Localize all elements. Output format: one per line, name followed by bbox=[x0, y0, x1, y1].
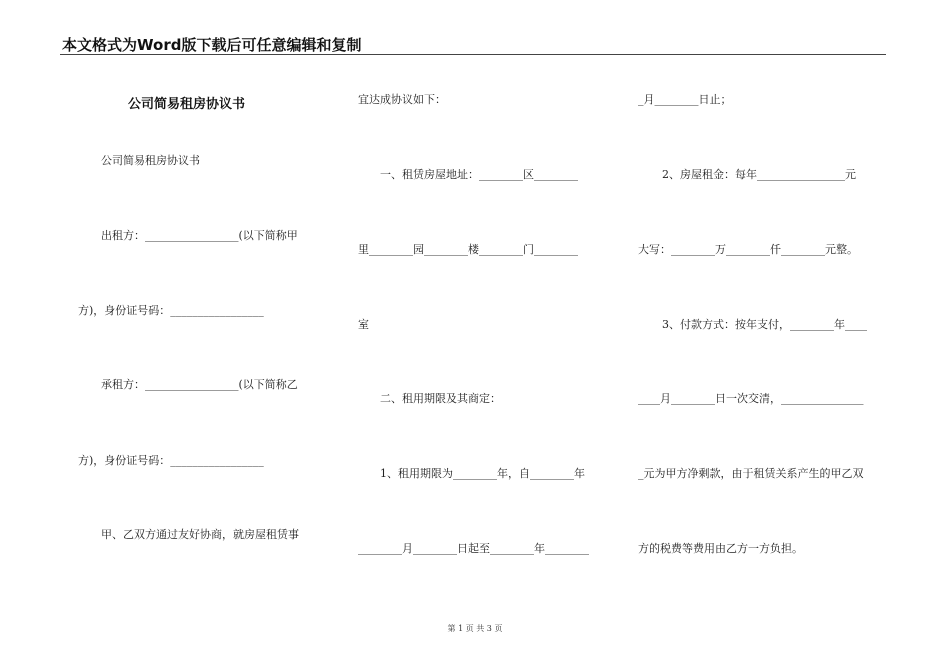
document-header-title: 本文格式为Word版下载后可任意编辑和复制 bbox=[62, 36, 362, 54]
middle-line-3: 里________园________楼________门________ bbox=[358, 243, 578, 256]
right-line-6: _元为甲方净剩款，由于租赁关系产生的甲乙双 bbox=[638, 467, 864, 480]
left-line-1: 公司简易租房协议书 bbox=[101, 154, 200, 167]
header-divider bbox=[60, 54, 886, 55]
left-line-2: 出租方：_________________(以下简称甲 bbox=[101, 229, 298, 242]
middle-line-4: 室 bbox=[358, 318, 369, 331]
right-line-7: 方的税费等费用由乙方一方负担。 bbox=[638, 542, 803, 555]
left-line-5: 方)，身份证号码：_________________ bbox=[78, 454, 264, 467]
right-line-4: 3、付款方式：按年支付，________年____ bbox=[662, 318, 867, 331]
middle-line-2: 一、租赁房屋地址：________区________ bbox=[380, 168, 578, 181]
page-number: 第 1 页 共 3 页 bbox=[447, 624, 503, 633]
document-title: 公司简易租房协议书 bbox=[128, 97, 246, 112]
left-line-3: 方)，身份证号码：_________________ bbox=[78, 304, 264, 317]
right-line-1: _月________日止； bbox=[638, 93, 732, 106]
left-line-4: 承租方：_________________(以下简称乙 bbox=[101, 378, 298, 391]
right-line-2: 2、房屋租金：每年________________元 bbox=[662, 168, 856, 181]
right-line-3: 大写：________万________仟________元整。 bbox=[638, 243, 858, 256]
left-line-6: 甲、乙双方通过友好协商，就房屋租赁事 bbox=[101, 528, 299, 541]
middle-line-6: 1、租用期限为________年，自________年 bbox=[380, 467, 585, 480]
middle-line-5: 二、租用期限及其商定： bbox=[380, 392, 501, 405]
right-line-5: ____月________日一次交清，_______________ bbox=[638, 392, 864, 405]
middle-line-1: 宜达成协议如下： bbox=[358, 93, 446, 106]
middle-line-7: ________月________日起至________年________ bbox=[358, 542, 589, 555]
